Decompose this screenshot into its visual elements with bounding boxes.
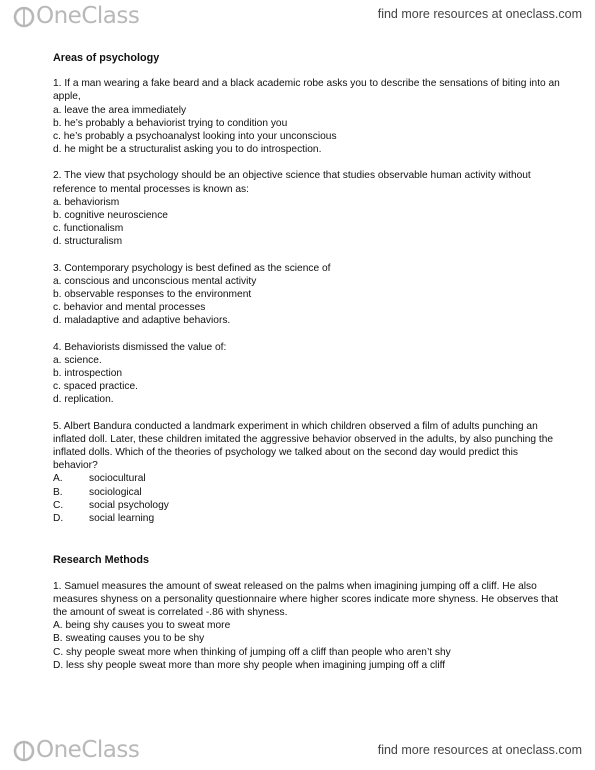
oneclass-logo[interactable]: [13, 5, 139, 28]
answer-option: [53, 486, 563, 499]
option-text: sociocultural: [89, 473, 146, 485]
answer-option: B. sweating causes you to be shy: [53, 633, 205, 645]
answer-option: [53, 472, 563, 485]
question-text: 2. The view that psychology should be an objective science that studies observable human activity without reference to mental processes is known as:: [53, 170, 531, 195]
answer-option: b. he’s probably a behaviorist trying to condition you: [53, 117, 288, 129]
question-3: [53, 262, 563, 328]
answer-option: d. structuralism: [53, 236, 123, 248]
answer-option: c. behavior and mental processes: [53, 302, 206, 314]
answer-option: a. leave the area immediately: [53, 104, 187, 116]
answer-option: D. less shy people sweat more than more shy people when imagining jumping off a cliff: [53, 659, 446, 671]
oneclass-logo-text: OneClass: [36, 3, 140, 29]
question-text: 1. If a man wearing a fake beard and a black academic robe asks you to describe the sensations of biting into an apple,: [53, 78, 560, 103]
document-body: [53, 52, 563, 685]
find-more-resources-link[interactable]: find more resources at oneclass.com: [377, 7, 582, 21]
question-2: [53, 169, 563, 248]
answer-option: C. shy people sweat more when thinking of jumping off a cliff than people who aren’t shy: [53, 646, 451, 658]
option-letter: B.: [53, 486, 63, 498]
oneclass-logo-icon: [13, 6, 35, 28]
option-letter: C.: [53, 499, 64, 511]
answer-option: b. introspection: [53, 368, 123, 380]
answer-option: d. he might be a structuralist asking you to do introspection.: [53, 144, 322, 156]
answer-option: A. being shy causes you to sweat more: [53, 620, 231, 632]
oneclass-logo-icon: [13, 740, 35, 762]
oneclass-logo-text: OneClass: [36, 737, 140, 763]
oneclass-footer-logo[interactable]: [13, 739, 139, 762]
question-text: 5. Albert Bandura conducted a landmark experiment in which children observed a film of adults punching an inflated doll. Later, these children imitated the aggressive behavior observed in the adults, by also punching the inflated dolls. Which of the theories of psychology we talked about on the second day would predict this behavior?: [53, 420, 554, 472]
question-1: [53, 580, 563, 672]
option-text: social learning: [89, 513, 155, 525]
answer-option: b. observable responses to the environment: [53, 289, 252, 301]
find-more-resources-footer-link[interactable]: find more resources at oneclass.com: [377, 743, 582, 757]
question-5: [53, 420, 563, 526]
answer-option: d. replication.: [53, 394, 114, 406]
option-letter: A.: [53, 473, 63, 485]
section-spacer: [53, 538, 563, 554]
answer-option: b. cognitive neuroscience: [53, 210, 168, 222]
question-4: [53, 341, 563, 407]
option-text: social psychology: [89, 499, 169, 511]
section-title: Research Methods: [53, 554, 150, 567]
question-text: 4. Behaviorists dismissed the value of:: [53, 341, 227, 353]
answer-option: c. spaced practice.: [53, 381, 138, 393]
section-research-methods: [53, 554, 563, 672]
answer-option: a. conscious and unconscious mental activity: [53, 275, 257, 287]
section-areas-of-psychology: [53, 52, 563, 525]
answer-option: a. behaviorism: [53, 196, 120, 208]
question-1: [53, 77, 563, 156]
answer-option: c. functionalism: [53, 223, 124, 235]
section-title: Areas of psychology: [53, 52, 160, 64]
answer-option: [53, 499, 563, 512]
option-letter: D.: [53, 513, 64, 525]
question-text: 3. Contemporary psychology is best defined as the science of: [53, 262, 331, 274]
option-text: sociological: [89, 486, 142, 498]
answer-option: d. maladaptive and adaptive behaviors.: [53, 315, 231, 327]
answer-option: a. science.: [53, 354, 102, 366]
question-text: 1. Samuel measures the amount of sweat released on the palms when imagining jumping off a cliff. He also measures shyness on a personality questionnaire where higher scores indicate more shyness. He observes that the amount of sweat is correlated -.86 with shyness.: [53, 580, 559, 618]
answer-option: c. he’s probably a psychoanalyst looking into your unconscious: [53, 131, 337, 143]
answer-option: [53, 512, 563, 525]
